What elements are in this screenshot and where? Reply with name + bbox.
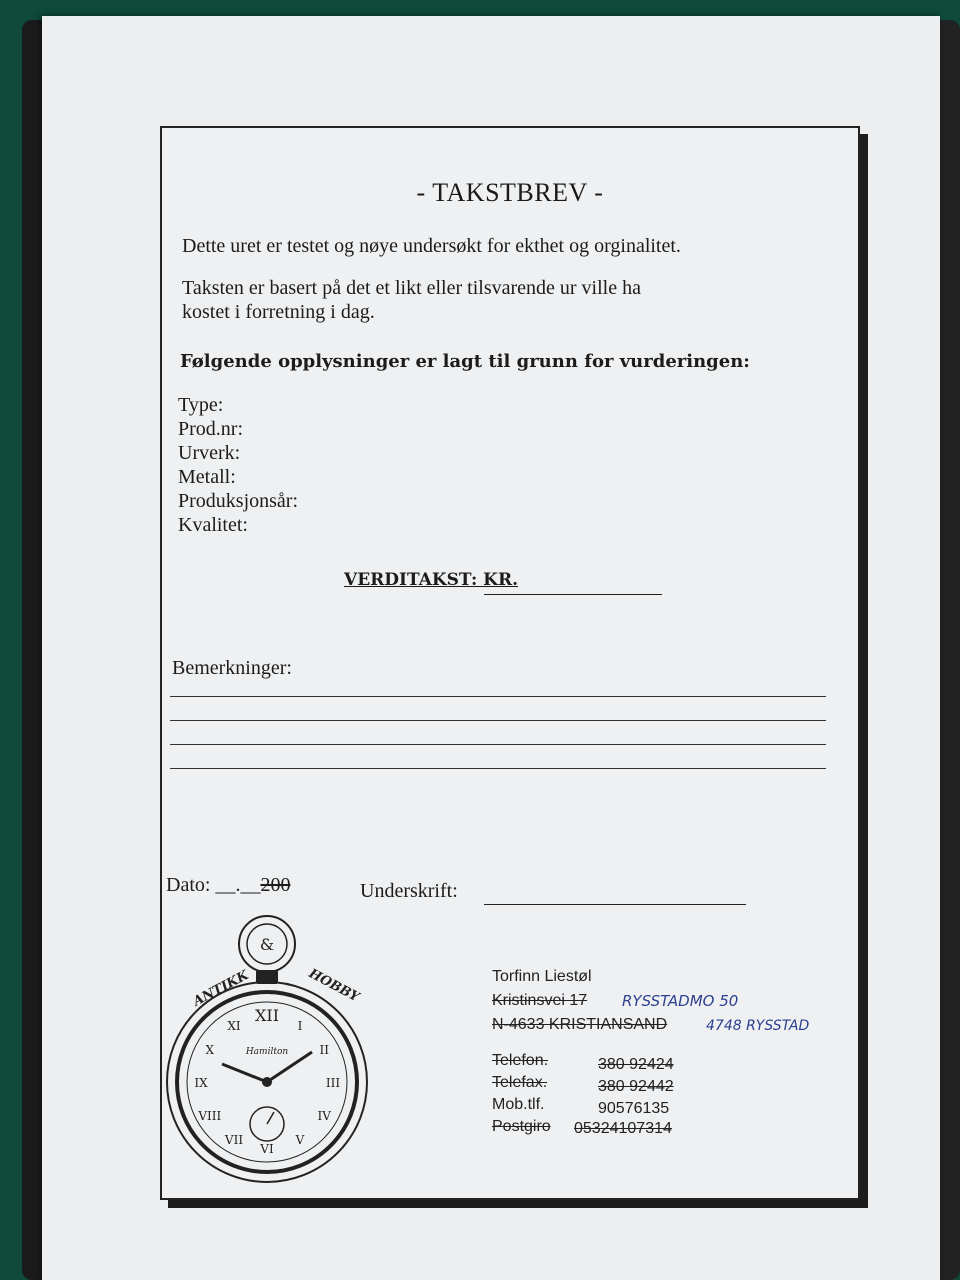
watch-seconds-hand	[267, 1112, 274, 1124]
remarks-line-4	[170, 768, 826, 769]
remarks-line-3	[170, 744, 826, 745]
contact-name: Torfinn Liestøl	[492, 968, 592, 985]
fax-value: 380 92442	[598, 1078, 674, 1095]
signature-line	[484, 904, 746, 905]
watch-numeral: IX	[194, 1076, 208, 1090]
date-label: Dato:	[166, 874, 211, 896]
date-field	[166, 874, 290, 897]
postgiro-label: Postgiro	[492, 1118, 551, 1135]
field-type: Type:	[178, 394, 224, 416]
remarks-line-1	[170, 696, 826, 697]
watch-numeral: XI	[227, 1018, 241, 1033]
remarks-line-2	[170, 720, 826, 721]
watch-numeral: III	[325, 1076, 341, 1090]
contact-street: Kristinsvei 17	[492, 992, 588, 1009]
watch-numeral: II	[319, 1043, 329, 1057]
pocket-watch-logo	[162, 914, 372, 1194]
watch-numeral: XII	[254, 1006, 280, 1025]
watch-brand: Hamilton	[245, 1047, 289, 1057]
date-blanks: __.__	[215, 874, 261, 896]
contact-city: N-4633 KRISTIANSAND	[492, 1016, 668, 1033]
watch-numeral: VII	[224, 1133, 244, 1148]
watch-numeral: I	[297, 1018, 303, 1033]
field-kvalitet: Kvalitet:	[178, 514, 248, 536]
logo-text-hobby: HOBBY	[306, 966, 362, 1006]
fax-label: Telefax.	[492, 1074, 548, 1091]
watch-numeral: VI	[260, 1142, 274, 1156]
verditakst-label: VERDITAKST: KR.	[344, 570, 518, 590]
signature-label: Underskrift:	[360, 880, 458, 902]
watch-numeral: V	[295, 1133, 305, 1148]
postgiro-value: 05324107314	[574, 1120, 672, 1137]
mobile-value: 90576135	[598, 1100, 670, 1117]
assessment-heading: Følgende opplysninger er lagt til grunn for vurderingen:	[180, 351, 750, 372]
field-metall: Metall:	[178, 466, 236, 488]
handwritten-street: RYSSTADMO 50	[622, 992, 739, 1010]
phone-label: Telefon.	[492, 1052, 549, 1069]
watch-numeral: IV	[317, 1109, 331, 1123]
form-title: - TAKSTBREV -	[416, 178, 604, 207]
field-prod-nr: Prod.nr:	[178, 418, 243, 440]
watch-numeral: X	[205, 1043, 215, 1057]
logo-ampersand: &	[259, 935, 275, 954]
date-year: 200	[260, 874, 291, 896]
watch-center	[262, 1077, 272, 1087]
mobile-label: Mob.tlf.	[492, 1096, 545, 1113]
watch-numeral: VIII	[198, 1109, 222, 1123]
watch-hour-hand	[222, 1064, 267, 1082]
intro-paragraph: Dette uret er testet og nøye undersøkt for ekthet og orginalitet.	[182, 235, 681, 257]
basis-paragraph-line2: kostet i forretning i dag.	[182, 301, 375, 323]
field-produksjonsar: Produksjonsår:	[178, 490, 298, 512]
remarks-label: Bemerkninger:	[172, 657, 292, 679]
field-urverk: Urverk:	[178, 442, 241, 464]
phone-value: 380 92424	[598, 1056, 674, 1073]
handwritten-city: 4748 RYSSTAD	[706, 1018, 810, 1034]
verditakst-line	[484, 594, 662, 595]
basis-paragraph-line1: Taksten er basert på det et likt eller tilsvarende ur ville ha	[182, 277, 641, 299]
form-frame	[160, 126, 860, 1200]
logo-text-antikk: ANTIKK	[190, 967, 252, 1010]
